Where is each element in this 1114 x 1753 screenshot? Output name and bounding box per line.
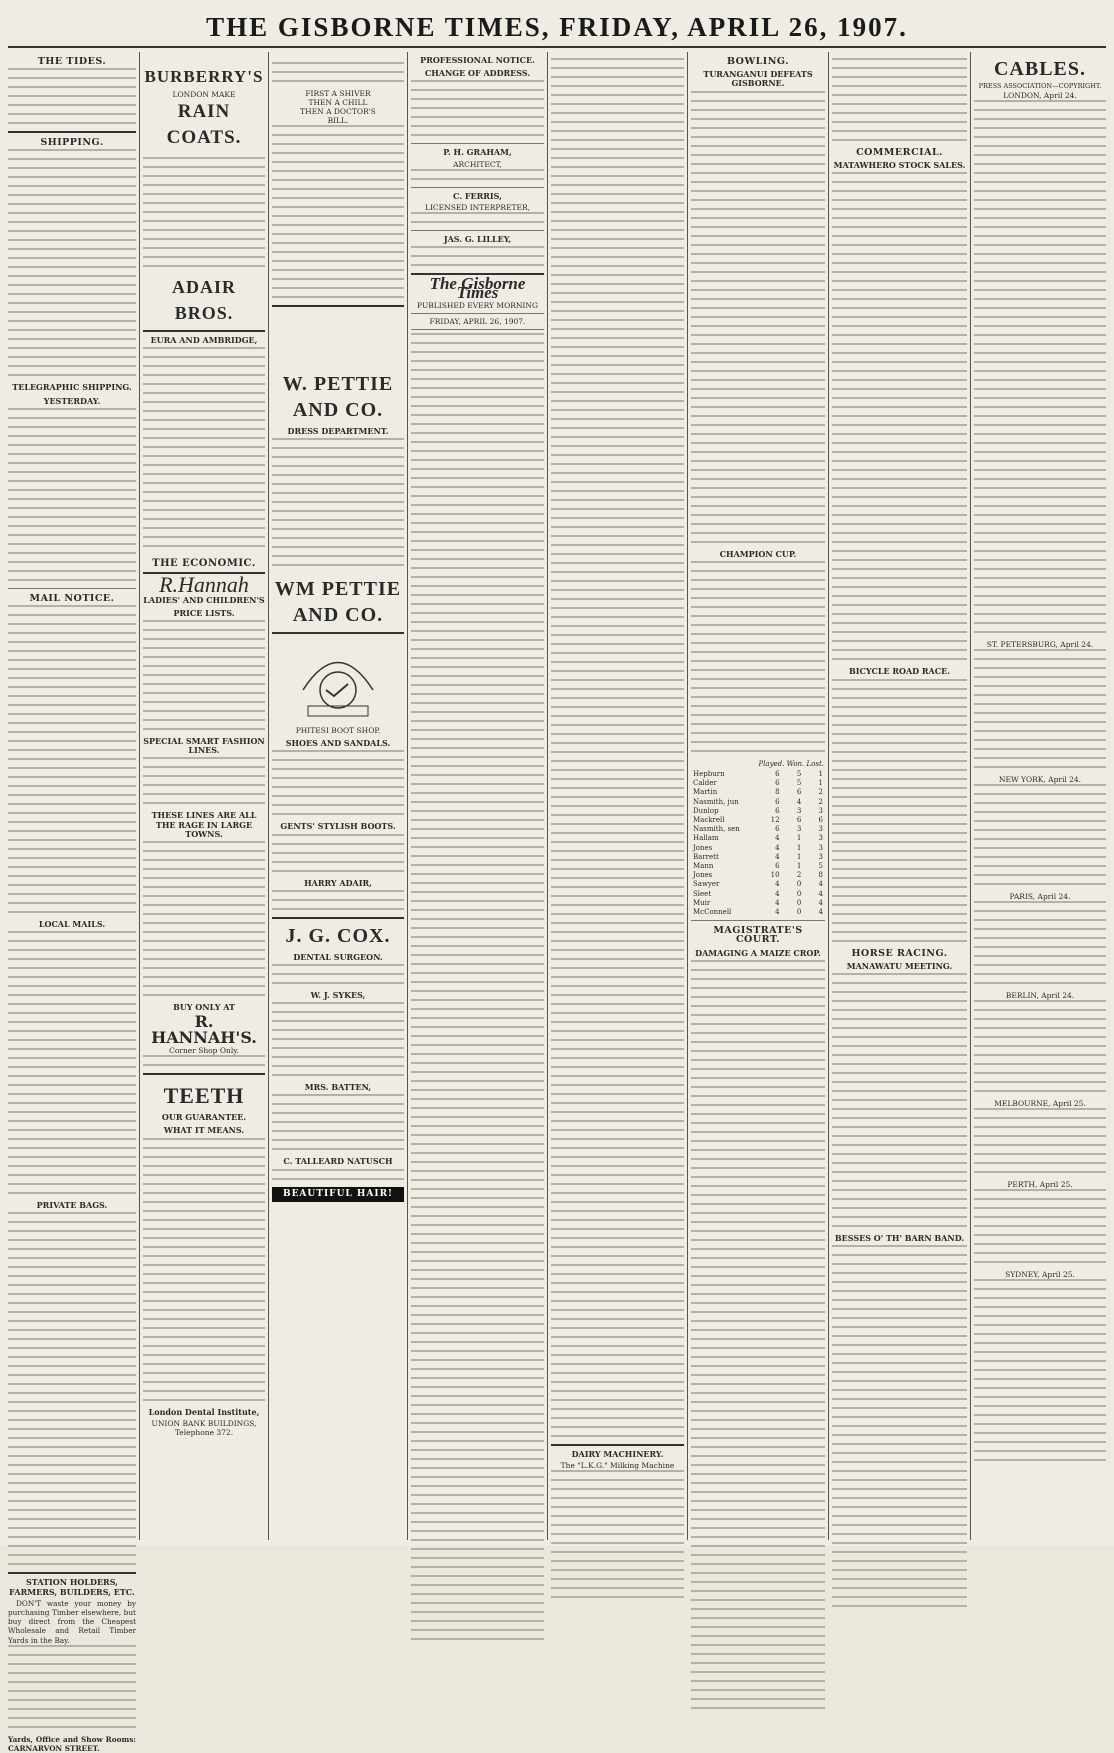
column-divider xyxy=(268,52,269,1540)
pettie-heading-2b: AND CO. xyxy=(292,604,384,627)
column-divider xyxy=(970,52,971,1540)
issue-date: FRIDAY, APRIL 26, 1907. xyxy=(429,317,526,327)
dental-text xyxy=(272,964,404,984)
bicycle-race-heading: BICYCLE ROAD RACE. xyxy=(849,666,950,677)
sydney-text xyxy=(974,1279,1106,1461)
mail-notice-text xyxy=(8,605,136,913)
shiver-line-3: THEN A DOCTOR'S xyxy=(300,107,376,116)
dairy-text xyxy=(551,1470,684,1598)
section-rule xyxy=(143,1073,265,1075)
table-cell-won: 6 xyxy=(796,788,802,797)
harry-adair-heading: HARRY ADAIR, xyxy=(304,877,372,888)
table-row xyxy=(691,880,825,889)
table-cell-lost: 3 xyxy=(818,834,823,843)
hannah-signature-logo: R.Hannah xyxy=(159,572,249,598)
batten-heading: MRS. BATTEN, xyxy=(304,1082,372,1093)
table-cell-played: 12 xyxy=(770,816,780,825)
childrens-text xyxy=(143,841,265,996)
table-cell-name: McConnell xyxy=(693,908,732,917)
large-towns-heading: THESE LINES ARE ALL THE RAGE IN LARGE TOWNS. xyxy=(151,810,257,839)
table-header-row xyxy=(691,759,825,770)
column-divider xyxy=(139,52,140,1540)
table-cell-played: 6 xyxy=(775,825,780,834)
column-advertisements-2 xyxy=(272,52,404,1540)
pettie-heading-1: W. PETTIE xyxy=(282,373,394,395)
table-cell-played: 8 xyxy=(775,788,780,797)
table-cell-name: Sleet xyxy=(693,889,712,898)
guarantee-heading: OUR GUARANTEE. xyxy=(161,1112,247,1123)
table-row xyxy=(691,899,825,908)
table-cell-name: Hallam xyxy=(693,834,719,843)
champion-cup-heading: CHAMPION CUP. xyxy=(719,548,797,559)
corner-shop-text: Corner Shop Only. xyxy=(169,1046,239,1056)
timber-text xyxy=(8,1645,136,1728)
dateline-perth: PERTH, April 25. xyxy=(1007,1180,1073,1189)
table-cell-name: Sawyer xyxy=(693,880,720,889)
raincoats-heading: RAIN COATS. xyxy=(166,101,242,148)
table-row xyxy=(691,807,825,816)
table-row xyxy=(691,908,825,917)
section-rule xyxy=(8,588,136,589)
press-association-text: PRESS ASSOCIATION—COPYRIGHT. xyxy=(978,82,1102,90)
hannah-corner-heading: R. HANNAH'S. xyxy=(151,1012,257,1048)
table-cell-lost: 2 xyxy=(818,797,823,806)
ferris-heading: C. FERRIS, xyxy=(453,190,502,201)
column-notices xyxy=(411,52,544,1540)
euro-ambridge-heading: EURA AND AMBRIDGE, xyxy=(150,335,258,345)
table-row xyxy=(691,816,825,825)
table-cell-played: 6 xyxy=(775,862,780,871)
section-rule xyxy=(272,917,404,919)
economic-clothiers-block xyxy=(143,347,265,554)
station-holders-text: DON'T waste your money by purchasing Timber elsewhere, but buy direct from the Cheapest Wholesale and Retail Timber Yards in the Bay. xyxy=(8,1598,136,1645)
band-text xyxy=(832,1245,967,1607)
table-cell-lost: 4 xyxy=(818,880,823,889)
yesterday-heading: YESTERDAY. xyxy=(43,395,101,406)
table-cell-played: 4 xyxy=(775,898,780,907)
table-row xyxy=(691,862,825,871)
table-row xyxy=(691,770,825,779)
table-row xyxy=(691,834,825,843)
table-cell-name: Barrett xyxy=(693,852,719,861)
private-bags-text xyxy=(8,1212,136,1565)
champion-text xyxy=(691,561,825,752)
maize-crop-heading: DAMAGING A MAIZE CROP. xyxy=(695,947,821,958)
price-lists-heading: PRICE LISTS. xyxy=(173,607,235,618)
section-rule xyxy=(272,305,404,307)
table-cell-name: Mann xyxy=(693,862,714,871)
station-holders-heading: STATION HOLDERS, FARMERS, BUILDERS, ETC. xyxy=(9,1577,135,1597)
table-row xyxy=(691,779,825,788)
paris-text xyxy=(974,901,1106,984)
hannah-ladies-heading: LADIES' AND CHILDREN'S xyxy=(143,594,265,605)
tides-table xyxy=(8,68,136,124)
table-cell-won: 4 xyxy=(796,797,802,806)
raincoats-text xyxy=(143,157,265,267)
table-cell-lost: 3 xyxy=(818,806,823,815)
teeth-heading: TEETH xyxy=(163,1083,245,1109)
section-rule xyxy=(272,632,404,634)
catalogue-text xyxy=(143,1055,265,1066)
pettie-heading-1b: AND CO. xyxy=(292,399,384,421)
table-cell-name: Martin xyxy=(693,788,718,797)
shoes-sandals-heading: SHOES AND SANDALS. xyxy=(285,738,391,749)
column-divider xyxy=(687,52,688,1540)
local-mails-text xyxy=(8,931,136,1194)
table-cell-played: 4 xyxy=(775,889,780,898)
table-cell-won: 0 xyxy=(796,898,802,907)
masthead-title: THE GISBORNE TIMES, FRIDAY, APRIL 26, 1907. xyxy=(206,12,908,42)
underwear-text xyxy=(272,125,404,298)
perth-text xyxy=(974,1189,1106,1263)
cables-heading: CABLES. xyxy=(993,58,1087,80)
table-row xyxy=(691,844,825,853)
dress-text xyxy=(272,438,404,566)
paper-title: The Gisborne Times xyxy=(429,274,526,303)
table-cell-won: 3 xyxy=(796,825,802,834)
commercial-heading: COMMERCIAL. xyxy=(856,147,943,158)
tides-heading: THE TIDES. xyxy=(37,56,107,67)
table-row xyxy=(691,825,825,834)
table-cell-lost: 1 xyxy=(818,779,823,788)
lkg-milking-machine: The "L.K.G." Milking Machine xyxy=(560,1461,675,1471)
column-cables xyxy=(974,52,1106,1540)
table-cell-lost: 3 xyxy=(818,852,823,861)
section-rule xyxy=(8,1572,136,1574)
economic-heading: THE ECONOMIC. xyxy=(152,558,256,570)
change-address-text xyxy=(411,80,544,136)
licensed-interpreter: LICENSED INTERPRETER, xyxy=(424,202,531,212)
bowling-results-table xyxy=(691,759,825,917)
professional-notice-heading: PROFESSIONAL NOTICE. xyxy=(420,55,535,65)
local-mails-heading: LOCAL MAILS. xyxy=(38,919,106,930)
st-petersburg-text xyxy=(974,649,1106,768)
table-cell-won: 5 xyxy=(796,770,802,779)
london-text xyxy=(974,100,1106,633)
table-cell-won: 2 xyxy=(796,871,802,880)
published-every-morning: PUBLISHED EVERY MORNING xyxy=(417,301,538,311)
teeth-text xyxy=(143,1138,265,1401)
lilley-heading: JAS. G. LILLEY, xyxy=(443,233,512,244)
graham-heading: P. H. GRAHAM, xyxy=(443,147,512,158)
gents-boots-heading: GENTS' STYLISH BOOTS. xyxy=(280,821,396,832)
dateline-new-york: NEW YORK, April 24. xyxy=(998,775,1082,784)
adair-bros-heading: ADAIR BROS. xyxy=(171,277,236,323)
table-cell-lost: 8 xyxy=(818,871,823,880)
shiver-line-1: FIRST A SHIVER xyxy=(305,89,371,98)
section-rule xyxy=(411,329,544,330)
telegraphic-heading: TELEGRAPHIC SHIPPING. xyxy=(12,382,132,393)
pettie-heading-2: WM PETTIE xyxy=(274,578,402,601)
table-cell-name: Jones xyxy=(693,843,713,852)
private-bags-heading: PRIVATE BAGS. xyxy=(36,1200,108,1211)
ferris-text xyxy=(411,212,544,223)
bowling-text xyxy=(691,91,825,543)
table-cell-lost: 4 xyxy=(818,908,823,917)
table-cell-played: 4 xyxy=(775,880,780,889)
manawatu-heading: MANAWATU MEETING. xyxy=(846,960,953,971)
what-it-means-heading: WHAT IT MEANS. xyxy=(163,1125,245,1136)
shipping-text xyxy=(8,149,136,376)
dateline-melbourne: MELBOURNE, April 25. xyxy=(994,1099,1086,1108)
table-row xyxy=(691,798,825,807)
lilley-text xyxy=(411,246,544,266)
table-cell-lost: 4 xyxy=(818,889,823,898)
table-cell-played: 10 xyxy=(770,871,780,880)
dress-department-heading: DRESS DEPARTMENT. xyxy=(287,426,389,436)
beautiful-hair-banner: BEAUTIFUL HAIR! xyxy=(272,1187,404,1202)
dateline-paris: PARIS, April 24. xyxy=(1009,892,1071,901)
court-text xyxy=(691,960,825,1709)
bicycle-text xyxy=(832,679,967,942)
bowling-heading: BOWLING. xyxy=(726,56,790,67)
london-dental-heading: London Dental Institute, xyxy=(148,1406,260,1417)
sykes-text xyxy=(272,1002,404,1076)
magistrate-court-heading: MAGISTRATE'S COURT. xyxy=(713,925,803,946)
new-york-text xyxy=(974,784,1106,885)
stock-sales-text xyxy=(832,172,967,660)
table-cell-played: 4 xyxy=(775,834,780,843)
natusch-text xyxy=(272,1169,404,1180)
yards-address: Yards, Office and Show Rooms: CARNARVON STREET. xyxy=(8,1734,136,1753)
table-cell-played: 4 xyxy=(775,908,780,917)
section-rule xyxy=(691,920,825,921)
mail-notice-heading: MAIL NOTICE. xyxy=(29,592,115,604)
table-cell-won: 1 xyxy=(796,852,802,861)
table-cell-name: Muir xyxy=(693,898,711,907)
shiver-line-2: THEN A CHILL xyxy=(308,98,368,107)
masthead xyxy=(0,6,1114,46)
batten-text xyxy=(272,1094,404,1150)
table-cell-played: 4 xyxy=(775,843,780,852)
shipping-heading: SHIPPING. xyxy=(40,137,104,149)
table-header: Played. Won. Lost. xyxy=(758,759,824,768)
table-cell-name: Hepburn xyxy=(693,770,725,779)
table-row xyxy=(691,890,825,899)
boot-shop-logo xyxy=(272,640,404,720)
dental-surgeon-heading: DENTAL SURGEON. xyxy=(293,951,383,962)
masthead-rule xyxy=(8,46,1106,48)
section-rule xyxy=(411,187,544,188)
section-rule xyxy=(411,230,544,231)
table-cell-lost: 3 xyxy=(818,825,823,834)
news-text xyxy=(551,58,684,1437)
column-sport xyxy=(691,52,825,1540)
table-cell-won: 6 xyxy=(796,816,802,825)
racing-text xyxy=(832,973,967,1227)
section-rule xyxy=(411,143,544,144)
sykes-heading: W. J. SYKES, xyxy=(310,990,366,1001)
berlin-text xyxy=(974,1000,1106,1092)
column-shipping xyxy=(8,52,136,1753)
barn-band-heading: BESSES O' TH' BARN BAND. xyxy=(834,1233,965,1244)
table-cell-won: 1 xyxy=(796,843,802,852)
table-cell-name: Calder xyxy=(693,779,717,788)
section-rule xyxy=(143,330,265,332)
architect-text: ARCHITECT, xyxy=(453,159,502,169)
burberry-heading: BURBERRY'S xyxy=(144,67,264,86)
burberry-subheading: LONDON MAKE xyxy=(172,90,236,99)
bowling-table-body xyxy=(691,770,825,917)
shoes-text xyxy=(272,750,404,815)
buy-only-at: BUY ONLY AT xyxy=(173,1002,235,1013)
column-advertisements-1 xyxy=(143,52,265,1540)
lead-text xyxy=(832,58,967,141)
table-cell-lost: 1 xyxy=(818,770,823,779)
graham-text xyxy=(411,169,544,180)
telegraphic-text xyxy=(8,408,136,581)
table-cell-won: 5 xyxy=(796,779,802,788)
table-cell-name: Jones xyxy=(693,871,713,880)
natusch-heading: C. TALLEARD NATUSCH xyxy=(283,1156,393,1167)
fashion-lines-text xyxy=(143,757,265,804)
boot-shop-emblem-icon xyxy=(293,640,383,720)
table-cell-name: Nasmith, jun xyxy=(693,797,739,806)
table-cell-won: 0 xyxy=(796,889,802,898)
telephone-text: Telephone 372. xyxy=(174,1427,234,1437)
table-cell-won: 1 xyxy=(796,862,802,871)
table-cell-lost: 4 xyxy=(818,898,823,907)
print-shop-text: PHITESI BOOT SHOP. xyxy=(295,726,381,736)
table-cell-played: 6 xyxy=(775,770,780,779)
economic-text xyxy=(143,347,265,554)
table-row xyxy=(691,788,825,797)
table-cell-lost: 5 xyxy=(818,862,823,871)
table-cell-lost: 2 xyxy=(818,788,823,797)
table-cell-won: 0 xyxy=(796,908,802,917)
table-cell-won: 3 xyxy=(796,806,802,815)
table-cell-lost: 6 xyxy=(818,816,823,825)
melbourne-text xyxy=(974,1108,1106,1173)
stock-sales-heading: MATAWHERO STOCK SALES. xyxy=(833,160,966,171)
dateline-berlin: BERLIN, April 24. xyxy=(1005,991,1075,1000)
section-rule xyxy=(411,313,544,314)
special-fashion-heading: SPECIAL SMART FASHION LINES. xyxy=(143,736,265,756)
column-news xyxy=(551,52,684,1540)
change-address-heading: CHANGE OF ADDRESS. xyxy=(424,68,531,79)
table-cell-lost: 3 xyxy=(818,843,823,852)
blank-space xyxy=(272,311,404,371)
table-row xyxy=(691,871,825,880)
price-list-text xyxy=(143,620,265,730)
dateline-st-petersburg: ST. PETERSBURG, April 24. xyxy=(986,640,1094,649)
column-divider xyxy=(547,52,548,1540)
table-cell-played: 6 xyxy=(775,797,780,806)
horse-racing-heading: HORSE RACING. xyxy=(851,947,948,959)
column-divider xyxy=(407,52,408,1540)
table-cell-won: 1 xyxy=(796,834,802,843)
dairy-machinery-heading: DAIRY MACHINERY. xyxy=(571,1449,664,1459)
table-cell-name: Dunlop xyxy=(693,806,719,815)
editorial-text xyxy=(411,333,544,1640)
gents-text xyxy=(272,834,404,872)
section-rule xyxy=(8,131,136,133)
dateline-london: LONDON, April 24. xyxy=(1003,91,1077,100)
union-bank-text: UNION BANK BUILDINGS, xyxy=(151,1418,257,1428)
shiver-line-4: BILL. xyxy=(327,116,349,125)
table-cell-name: Mackrell xyxy=(693,816,725,825)
table-cell-played: 6 xyxy=(775,779,780,788)
bowling-subheading: TURANGANUI DEFEATS GISBORNE. xyxy=(703,69,813,89)
table-row xyxy=(691,853,825,862)
section-rule xyxy=(551,1444,684,1446)
table-cell-name: Nasmith, sen xyxy=(693,825,740,834)
table-cell-played: 4 xyxy=(775,852,780,861)
shiver-intro xyxy=(272,62,404,82)
table-cell-played: 6 xyxy=(775,806,780,815)
harry-text xyxy=(272,890,404,910)
dateline-sydney: SYDNEY, April 25. xyxy=(1005,1270,1075,1279)
table-cell-won: 0 xyxy=(796,880,802,889)
column-commercial xyxy=(832,52,967,1540)
cox-heading: J. G. COX. xyxy=(285,924,391,947)
column-divider xyxy=(828,52,829,1540)
